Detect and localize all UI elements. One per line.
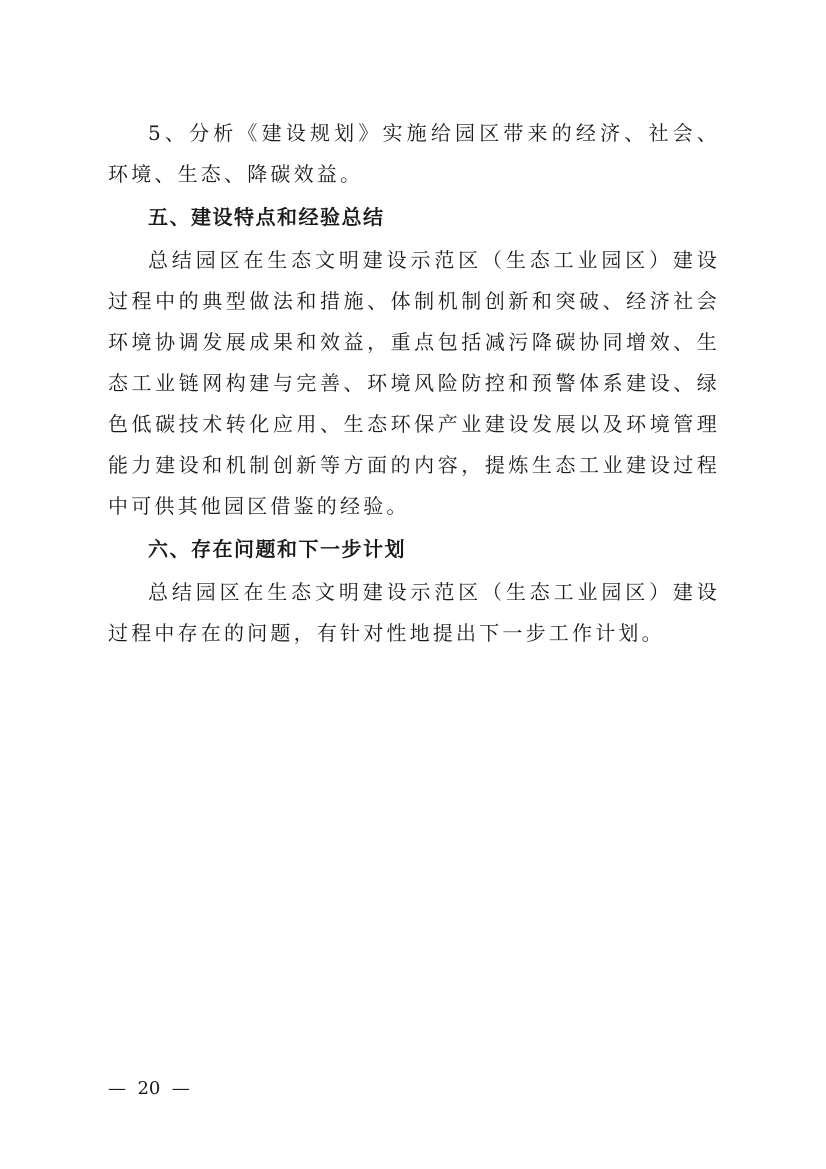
page-number: — 20 — — [108, 1078, 190, 1099]
paragraph-next-plan: 总结园区在生态文明建设示范区（生态工业园区）建设过程中存在的问题，有针对性地提出下一步工作计划。 — [108, 580, 720, 645]
section-heading-5: 五、建设特点和经验总结 — [148, 205, 385, 229]
section-heading-6: 六、存在问题和下一步计划 — [148, 537, 406, 561]
document-body — [108, 113, 720, 654]
paragraph-experience-summary: 总结园区在生态文明建设示范区（生态工业园区）建设过程中的典型做法和措施、体制机制创新和突破、经济社会环境协调发展成果和效益，重点包括减污降碳协同增效、生态工业链网构建与完善、环境风险防控和预警体系建设、绿色低碳技术转化应用、生态环保产业建设发展以及环境管理能力建设和机制创新等方面的内容，提炼生态工业建设过程中可供其他园区借鉴的经验。 — [108, 248, 720, 518]
paragraph-item-5: 5、分析《建设规划》实施给园区带来的经济、社会、环境、生态、降碳效益。 — [108, 121, 720, 186]
